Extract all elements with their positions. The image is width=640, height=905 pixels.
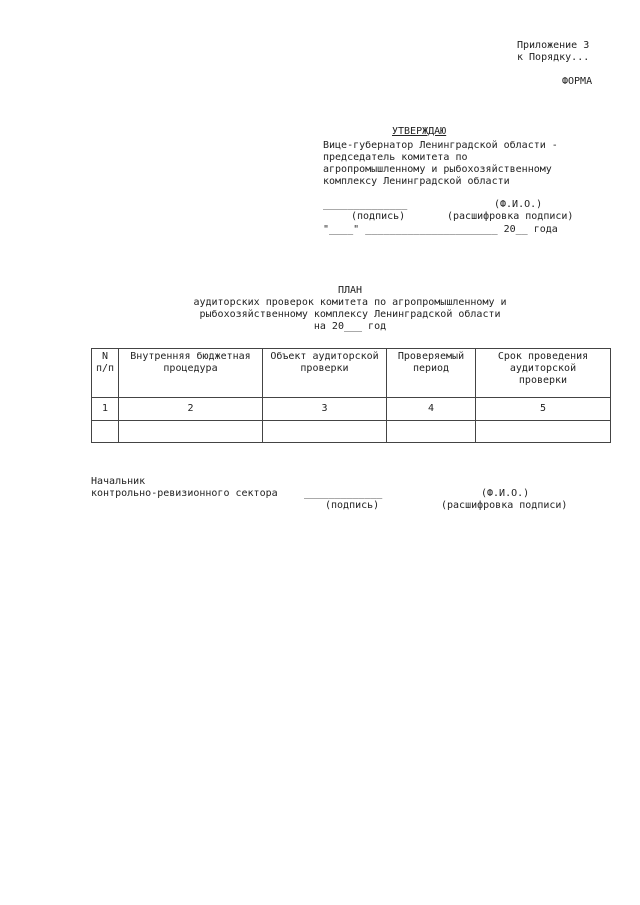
approval-signature-blank: ______________	[323, 199, 408, 210]
footer-decode-caption: (расшифровка подписи)	[441, 500, 568, 511]
table-cell	[387, 421, 476, 443]
approval-position-line-4: комплексу Ленинградской области	[323, 176, 510, 187]
table-row	[92, 421, 611, 443]
plan-year-line: на 20___ год	[313, 321, 387, 332]
footer-signature-caption: (подпись)	[325, 500, 380, 511]
header-audit-deadline: Срок проведения аудиторской проверки	[476, 349, 611, 398]
column-number-3: 3	[263, 398, 387, 421]
audit-plan-table	[91, 348, 611, 443]
header-number: N п/п	[92, 349, 119, 398]
footer-role-line-1: Начальник	[91, 476, 146, 487]
approval-position-line-3: агропромышленному и рыбохозяйственному	[323, 164, 552, 175]
column-number-4: 4	[387, 398, 476, 421]
table-cell	[92, 421, 119, 443]
approval-signature-caption: (подпись)	[351, 211, 406, 222]
approval-position-line-2: председатель комитета по	[323, 152, 468, 163]
table-cell	[119, 421, 263, 443]
table-cell	[476, 421, 611, 443]
approval-title: УТВЕРЖДАЮ	[392, 126, 447, 137]
header-budget-procedure: Внутренняя бюджетная процедура	[119, 349, 263, 398]
plan-title: ПЛАН	[337, 285, 363, 296]
appendix-reference: к Порядку...	[517, 52, 590, 63]
approval-date-line: "____" ______________________ 20__ года	[323, 224, 558, 235]
footer-fio: (Ф.И.О.)	[481, 488, 530, 499]
approval-decode-caption: (расшифровка подписи)	[447, 211, 574, 222]
table-cell	[263, 421, 387, 443]
column-number-2: 2	[119, 398, 263, 421]
approval-position-line-1: Вице-губернатор Ленинградской области -	[323, 140, 558, 151]
column-number-1: 1	[92, 398, 119, 421]
plan-subtitle-line-1: аудиторских проверок комитета по агропромышленному и	[193, 297, 507, 308]
column-number-5: 5	[476, 398, 611, 421]
footer-signature-blank: _____________	[304, 488, 383, 499]
header-audit-object: Объект аудиторской проверки	[263, 349, 387, 398]
header-audited-period: Проверяемый период	[387, 349, 476, 398]
approval-fio: (Ф.И.О.)	[494, 199, 543, 210]
table-row	[92, 398, 611, 421]
appendix-number: Приложение 3	[517, 40, 590, 51]
table-header-row	[92, 349, 611, 398]
footer-role-line-2: контрольно-ревизионного сектора	[91, 488, 278, 499]
plan-subtitle-line-2: рыбохозяйственному комплексу Ленинградской области	[199, 309, 501, 320]
form-label: ФОРМА	[562, 76, 593, 87]
